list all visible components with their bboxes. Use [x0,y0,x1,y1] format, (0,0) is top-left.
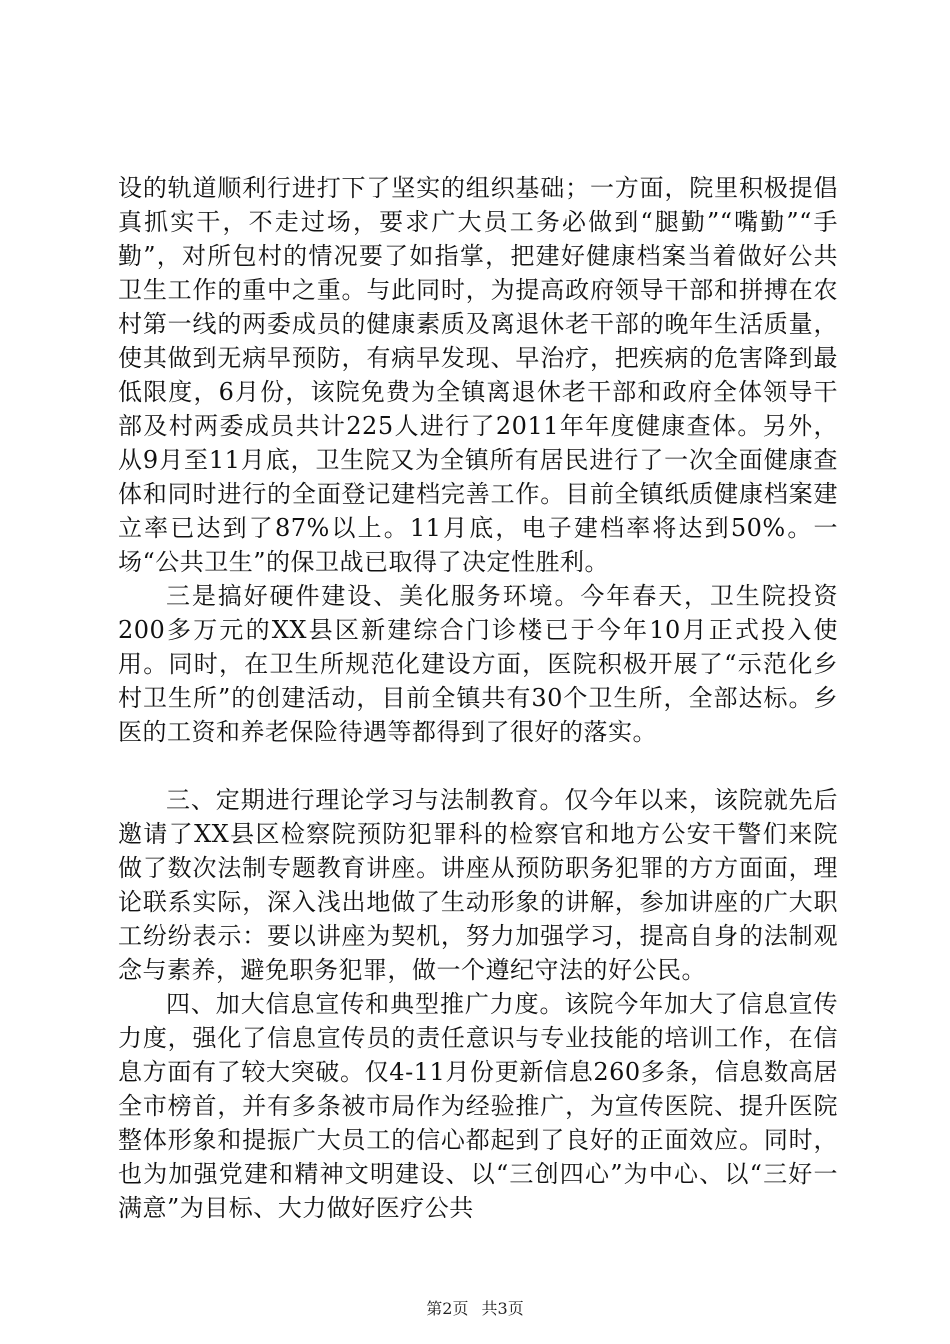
page-total: 共3页 [481,1299,524,1318]
paragraph-legal-education: 三、定期进行理论学习与法制教育。仅今年以来，该院就先后邀请了XX县区检察院预防犯罪科的检察官和地方公安干警们来院做了数次法制专题教育讲座。讲座从预防职务犯罪的方方面面，理论联系实际，深入浅出地做了生动形象的讲解，参加讲座的广大职工纷纷表示：要以讲座为契机，努力加强学习，提高自身的法制观念与素养，避免职务犯罪，做一个遵纪守法的好公民。 [118,786,838,984]
document-body [118,171,838,1225]
page-number: 第2页 [426,1299,469,1318]
paragraph-continuation: 设的轨道顺利行进打下了坚实的组织基础；一方面，院里积极提倡真抓实干，不走过场，要求广大员工务必做到“腿勤”“嘴勤”“手勤”，对所包村的情况要了如指掌，把建好健康档案当着做好公共卫生工作的重中之重。与此同时，为提高政府领导干部和拼搏在农村第一线的两委成员的健康素质及离退休老干部的晚年生活质量，使其做到无病早预防，有病早发现、早治疗，把疾病的危害降到最低限度，6月份，该院免费为全镇离退休老干部和政府全体领导干部及村两委成员共计225人进行了2011年年度健康查体。另外，从9月至11月底，卫生院又为全镇所有居民进行了一次全面健康查体和同时进行的全面登记建档完善工作。目前全镇纸质健康档案建立率已达到了87%以上。11月底，电子建档率将达到50%。一场“公共卫生”的保卫战已取得了决定性胜利。 [118,174,838,576]
paragraph-hardware-construction: 三是搞好硬件建设、美化服务环境。今年春天，卫生院投资200多万元的XX县区新建综合门诊楼已于今年10月正式投入使用。同时，在卫生所规范化建设方面，医院积极开展了“示范化乡村卫生所”的创建活动，目前全镇共有30个卫生所，全部达标。乡医的工资和养老保险待遇等都得到了很好的落实。 [118,582,838,746]
page-footer [0,1299,950,1319]
paragraph-information-publicity: 四、加大信息宣传和典型推广力度。该院今年加大了信息宣传力度，强化了信息宣传员的责任意识与专业技能的培训工作，在信息方面有了较大突破。仅4-11月份更新信息260多条，信息数高居全市榜首，并有多条被市局作为经验推广，为宣传医院、提升医院整体形象和提振广大员工的信心都起到了良好的正面效应。同时，也为加强党建和精神文明建设、以“三创四心”为中心、以“三好一满意”为目标、大力做好医疗公共 [118,990,838,1222]
